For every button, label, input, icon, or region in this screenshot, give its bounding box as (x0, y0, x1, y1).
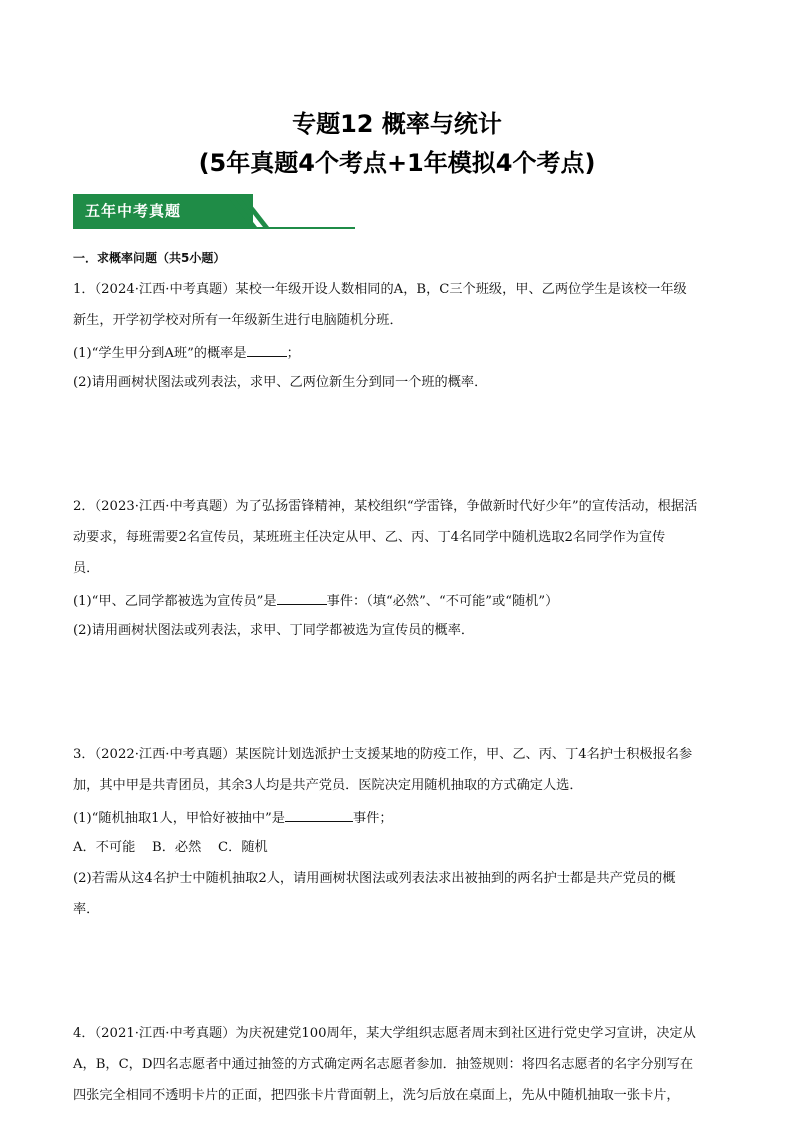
q2-part2: (2)请用画树状图法或列表法，求甲、丁同学都被选为宣传员的概率． (73, 623, 475, 638)
q3-part1-end: 事件； (353, 811, 393, 826)
q1-answer-blank[interactable] (247, 342, 287, 357)
q1-line1: 1．（2024·江西·中考真题）某校一年级开设人数相同的A，B，C三个班级，甲、乙两位学生是该校一年级 (73, 282, 687, 297)
q4-line1: 4．（2021·江西·中考真题）为庆祝建党100周年，某大学组织志愿者周末到社区进行党史学习宣讲，决定从 (73, 1026, 696, 1041)
q4-line2: A，B，C，D四名志愿者中通过抽签的方式确定两名志愿者参加．抽签规则：将四名志愿者的名字分别写在 (73, 1057, 694, 1072)
q2-line3: 员． (73, 561, 100, 576)
q2-answer-blank[interactable] (277, 590, 327, 605)
q3-line2: 加，其中甲是共青团员，其余3人均是共产党员．医院决定用随机抽取的方式确定人选． (73, 778, 583, 793)
q3-part2-line2: 率． (73, 902, 100, 917)
q3-part2-line1: (2)若需从这4名护士中随机抽取2人，请用画树状图法或列表法求出被抽到的两名护士都是共产党员的概 (73, 871, 676, 886)
q2-part1-text: (1)“甲、乙同学都被选为宣传员”是 (73, 594, 277, 609)
banner-label: 五年中考真题 (85, 202, 182, 220)
page-subtitle: (5年真题4个考点+1年模拟4个考点) (198, 149, 596, 177)
q3-options: A．不可能 B．必然 C．随机 (73, 840, 268, 855)
q3-answer-blank[interactable] (285, 807, 353, 822)
q1-part1-text: (1)“学生甲分到A班”的概率是 (73, 346, 247, 361)
q2-part1-end: 事件：（填“必然”、“不可能”或“随机”） (326, 594, 559, 609)
q4-line3: 四张完全相同不透明卡片的正面，把四张卡片背面朝上，洗匀后放在桌面上，先从中随机抽取一张卡片， (73, 1088, 680, 1103)
q1-line2: 新生，开学初学校对所有一年级新生进行电脑随机分班． (73, 313, 403, 328)
section-heading: 一．求概率问题（共5小题） (73, 251, 226, 265)
q1-part1-end: ； (286, 346, 300, 361)
q3-part1 (73, 807, 723, 829)
section-banner (73, 194, 355, 230)
page-title: 专题12 概率与统计 (292, 110, 502, 138)
q1-part1 (73, 342, 723, 364)
banner-underline (73, 227, 355, 229)
q3-line1: 3．（2022·江西·中考真题）某医院计划选派护士支援某地的防疫工作，甲、乙、丙、丁4名护士积极报名参 (73, 747, 693, 762)
q1-part2: (2)请用画树状图法或列表法，求甲、乙两位新生分到同一个班的概率． (73, 375, 488, 390)
q2-part1 (73, 590, 723, 612)
q2-line2: 动要求，每班需要2名宣传员，某班班主任决定从甲、乙、丙、丁4名同学中随机选取2名同学作为宣传 (73, 530, 666, 545)
q2-line1: 2．（2023·江西·中考真题）为了弘扬雷锋精神，某校组织“学雷锋，争做新时代好少年”的宣传活动，根据活 (73, 499, 698, 514)
q3-part1-text: (1)“随机抽取1人，甲恰好被抽中”是 (73, 811, 285, 826)
